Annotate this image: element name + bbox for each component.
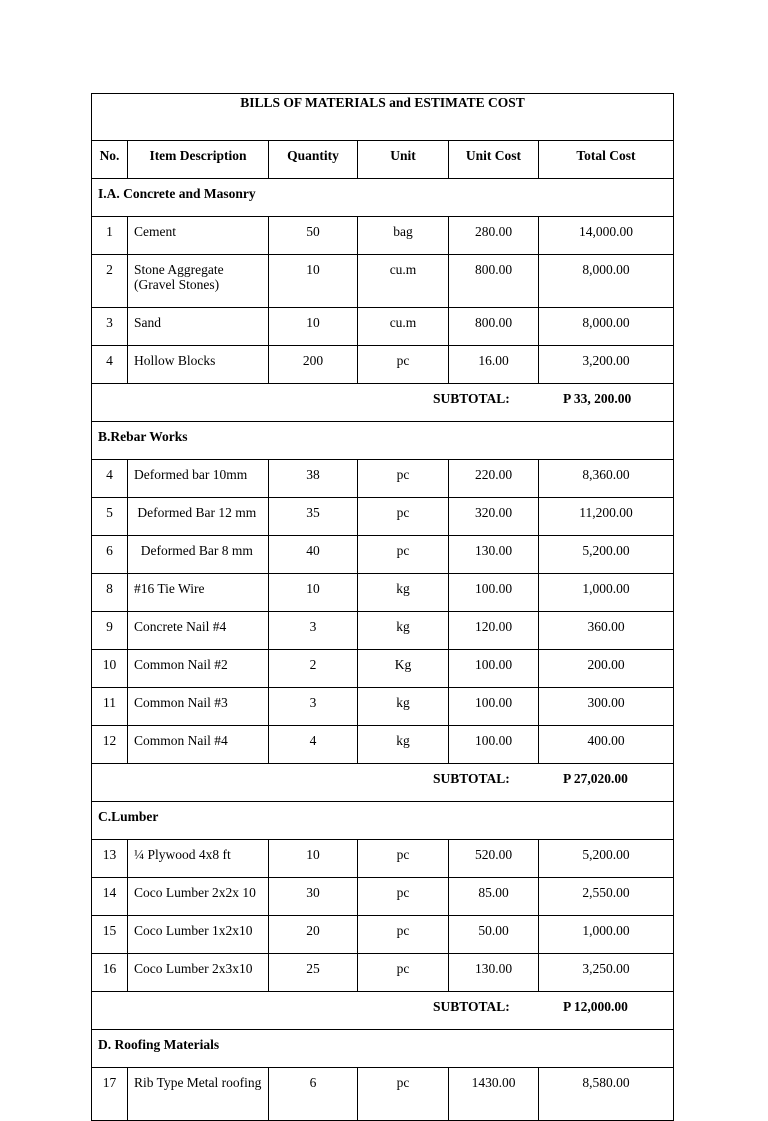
subtotal-cell <box>92 384 674 422</box>
item-number: 4 <box>92 346 128 384</box>
item-number: 13 <box>92 840 128 878</box>
subtotal-cell <box>92 764 674 802</box>
item-description: Coco Lumber 1x2x10 <box>128 916 269 954</box>
title-row <box>92 94 674 141</box>
table-row <box>92 255 674 308</box>
item-total-cost: 8,000.00 <box>539 255 674 308</box>
section-heading-row <box>92 422 674 460</box>
header-item-description: Item Description <box>128 141 269 179</box>
table-row <box>92 217 674 255</box>
item-number: 4 <box>92 460 128 498</box>
item-description: Common Nail #3 <box>128 688 269 726</box>
item-total-cost: 360.00 <box>539 612 674 650</box>
item-unit-cost: 800.00 <box>449 255 539 308</box>
item-total-cost: 8,000.00 <box>539 308 674 346</box>
item-unit: pc <box>358 1068 449 1121</box>
item-unit-cost: 520.00 <box>449 840 539 878</box>
item-unit: pc <box>358 954 449 992</box>
item-number: 11 <box>92 688 128 726</box>
item-description: Coco Lumber 2x3x10 <box>128 954 269 992</box>
item-quantity: 25 <box>269 954 358 992</box>
item-number: 5 <box>92 498 128 536</box>
item-quantity: 30 <box>269 878 358 916</box>
item-unit-cost: 100.00 <box>449 688 539 726</box>
item-unit: pc <box>358 916 449 954</box>
item-quantity: 2 <box>269 650 358 688</box>
item-quantity: 50 <box>269 217 358 255</box>
header-unit: Unit <box>358 141 449 179</box>
subtotal-amount: P 33, 200.00 <box>563 391 632 406</box>
item-description: Cement <box>128 217 269 255</box>
section-heading: C.Lumber <box>92 802 674 840</box>
item-quantity: 35 <box>269 498 358 536</box>
item-quantity: 10 <box>269 840 358 878</box>
subtotal-label: SUBTOTAL: <box>433 771 510 786</box>
item-description: ¼ Plywood 4x8 ft <box>128 840 269 878</box>
item-number: 10 <box>92 650 128 688</box>
table-row <box>92 916 674 954</box>
item-total-cost: 1,000.00 <box>539 574 674 612</box>
item-description: Deformed bar 10mm <box>128 460 269 498</box>
item-total-cost: 200.00 <box>539 650 674 688</box>
item-total-cost: 5,200.00 <box>539 840 674 878</box>
item-unit-cost: 1430.00 <box>449 1068 539 1121</box>
table-row <box>92 346 674 384</box>
subtotal-amount: P 27,020.00 <box>563 771 628 786</box>
item-unit-cost: 130.00 <box>449 954 539 992</box>
item-unit-cost: 16.00 <box>449 346 539 384</box>
item-unit: Kg <box>358 650 449 688</box>
item-total-cost: 400.00 <box>539 726 674 764</box>
item-number: 3 <box>92 308 128 346</box>
item-number: 9 <box>92 612 128 650</box>
table-row <box>92 460 674 498</box>
item-total-cost: 8,360.00 <box>539 460 674 498</box>
item-description: Deformed Bar 8 mm <box>128 536 269 574</box>
item-description: Common Nail #4 <box>128 726 269 764</box>
section-heading-row <box>92 1030 674 1068</box>
item-unit: pc <box>358 878 449 916</box>
table-row <box>92 954 674 992</box>
item-number: 15 <box>92 916 128 954</box>
item-quantity: 6 <box>269 1068 358 1121</box>
item-unit: pc <box>358 536 449 574</box>
item-number: 14 <box>92 878 128 916</box>
item-number: 8 <box>92 574 128 612</box>
header-quantity: Quantity <box>269 141 358 179</box>
item-total-cost: 14,000.00 <box>539 217 674 255</box>
item-unit-cost: 130.00 <box>449 536 539 574</box>
subtotal-row <box>92 384 674 422</box>
item-quantity: 10 <box>269 308 358 346</box>
item-quantity: 4 <box>269 726 358 764</box>
item-quantity: 20 <box>269 916 358 954</box>
table-row <box>92 878 674 916</box>
item-total-cost: 1,000.00 <box>539 916 674 954</box>
item-quantity: 10 <box>269 574 358 612</box>
table-row <box>92 688 674 726</box>
item-quantity: 200 <box>269 346 358 384</box>
item-unit: kg <box>358 574 449 612</box>
table-row <box>92 574 674 612</box>
item-unit-cost: 280.00 <box>449 217 539 255</box>
item-unit: pc <box>358 840 449 878</box>
item-description: #16 Tie Wire <box>128 574 269 612</box>
item-description: Coco Lumber 2x2x 10 <box>128 878 269 916</box>
item-total-cost: 2,550.00 <box>539 878 674 916</box>
item-description: Rib Type Metal roofing <box>128 1068 269 1121</box>
item-unit-cost: 85.00 <box>449 878 539 916</box>
item-quantity: 3 <box>269 612 358 650</box>
header-no: No. <box>92 141 128 179</box>
item-unit: cu.m <box>358 308 449 346</box>
item-number: 12 <box>92 726 128 764</box>
section-heading-row <box>92 179 674 217</box>
item-description: Stone Aggregate (Gravel Stones) <box>128 255 269 308</box>
item-total-cost: 5,200.00 <box>539 536 674 574</box>
table-row <box>92 308 674 346</box>
item-total-cost: 3,250.00 <box>539 954 674 992</box>
item-quantity: 38 <box>269 460 358 498</box>
bill-of-materials-table <box>91 93 674 1121</box>
item-unit-cost: 100.00 <box>449 650 539 688</box>
item-unit: pc <box>358 498 449 536</box>
item-unit-cost: 120.00 <box>449 612 539 650</box>
section-heading: B.Rebar Works <box>92 422 674 460</box>
header-unit-cost: Unit Cost <box>449 141 539 179</box>
item-quantity: 40 <box>269 536 358 574</box>
subtotal-amount: P 12,000.00 <box>563 999 628 1014</box>
table-row <box>92 726 674 764</box>
item-unit: bag <box>358 217 449 255</box>
table-row <box>92 536 674 574</box>
item-number: 17 <box>92 1068 128 1121</box>
item-quantity: 3 <box>269 688 358 726</box>
table-row <box>92 498 674 536</box>
item-total-cost: 8,580.00 <box>539 1068 674 1121</box>
item-unit-cost: 800.00 <box>449 308 539 346</box>
item-unit: kg <box>358 688 449 726</box>
item-unit: kg <box>358 726 449 764</box>
subtotal-label: SUBTOTAL: <box>433 391 510 406</box>
item-quantity: 10 <box>269 255 358 308</box>
item-description: Common Nail #2 <box>128 650 269 688</box>
item-unit: pc <box>358 346 449 384</box>
item-total-cost: 3,200.00 <box>539 346 674 384</box>
item-number: 2 <box>92 255 128 308</box>
item-description: Deformed Bar 12 mm <box>128 498 269 536</box>
table-row <box>92 612 674 650</box>
table-row <box>92 840 674 878</box>
item-number: 6 <box>92 536 128 574</box>
item-unit: cu.m <box>358 255 449 308</box>
item-unit-cost: 100.00 <box>449 574 539 612</box>
item-unit: pc <box>358 460 449 498</box>
item-unit-cost: 220.00 <box>449 460 539 498</box>
item-unit-cost: 320.00 <box>449 498 539 536</box>
item-description: Hollow Blocks <box>128 346 269 384</box>
item-description: Concrete Nail #4 <box>128 612 269 650</box>
subtotal-label: SUBTOTAL: <box>433 999 510 1014</box>
table-row <box>92 650 674 688</box>
item-total-cost: 11,200.00 <box>539 498 674 536</box>
subtotal-row <box>92 764 674 802</box>
header-row <box>92 141 674 179</box>
header-total-cost: Total Cost <box>539 141 674 179</box>
table-title: BILLS OF MATERIALS and ESTIMATE COST <box>92 94 674 141</box>
section-heading: D. Roofing Materials <box>92 1030 674 1068</box>
item-description: Sand <box>128 308 269 346</box>
item-unit: kg <box>358 612 449 650</box>
item-number: 16 <box>92 954 128 992</box>
item-unit-cost: 100.00 <box>449 726 539 764</box>
item-number: 1 <box>92 217 128 255</box>
section-heading-row <box>92 802 674 840</box>
table-row <box>92 1068 674 1121</box>
section-heading: I.A. Concrete and Masonry <box>92 179 674 217</box>
item-unit-cost: 50.00 <box>449 916 539 954</box>
item-total-cost: 300.00 <box>539 688 674 726</box>
